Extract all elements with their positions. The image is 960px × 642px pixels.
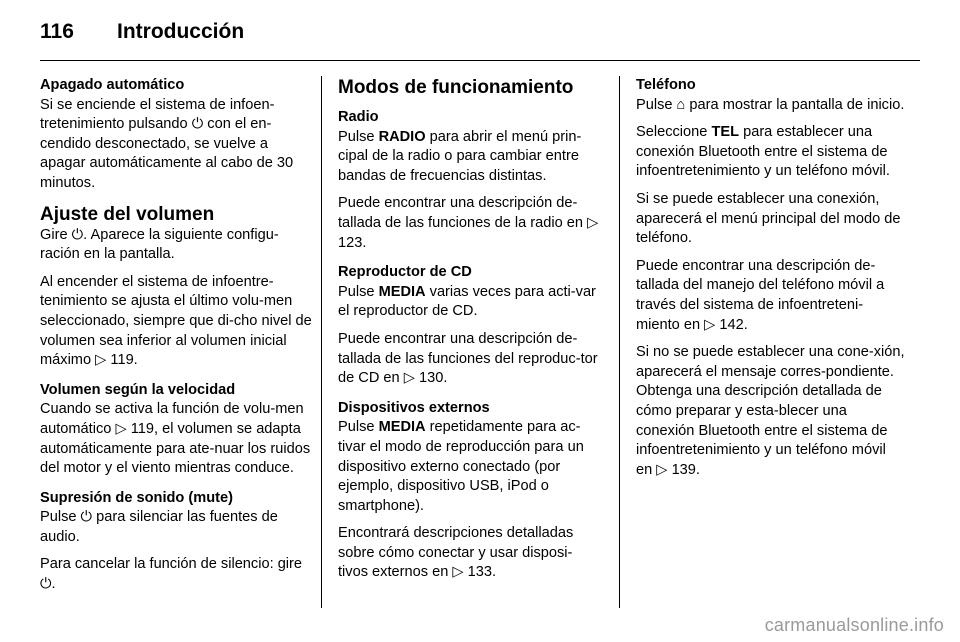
paragraph: Puede encontrar una descripción de-tallada de las funciones de la radio en ▷ 123. [338,195,599,251]
section-title: Volumen según la velocidad [40,381,236,398]
column-left [40,76,312,605]
section-title: Modos de funcionamiento [338,77,574,98]
text: para abrir el menú prin-cipal de la radio o para cambiar entre bandas de frecuencias distintas. [338,128,582,184]
page-number: 116 [40,20,74,43]
page-header [40,14,920,50]
section-title: Supresión de sonido (mute) [40,489,233,506]
paragraph [338,128,602,187]
paragraph: Si se enciende el sistema de infoen-tretenimiento pulsando ⏻ con el en-cendido desconectado, se vuelve a apagar automáticamente al cabo de 30 minutos. [40,96,294,191]
key-label: TEL [711,124,740,141]
key-label: MEDIA [378,283,426,300]
section-external [338,399,602,583]
paragraph: Encontrará descripciones detalladas sobre cómo conectar y usar disposi-tivos externos en ▷ 133. [338,525,574,581]
section-title: Apagado automático [40,77,185,93]
section-volume [40,204,312,371]
paragraph [636,123,906,182]
section-title: Ajuste del volumen [40,203,215,225]
paragraph: Gire ⏻. Aparece la siguiente configu-ración en la pantalla. [40,226,279,263]
text: Pulse [338,419,379,436]
paragraph: Cuando se activa la función de volu-men automático ▷ 119, el volumen se adapta automáticamente para ate-nuar los ruidos del motor y el viento mientras conduce. [40,401,311,477]
key-label: MEDIA [378,419,426,436]
subsection-title: Dispositivos externos [338,399,490,416]
subsection-title: Reproductor de CD [338,264,472,281]
text: Pulse [338,128,379,145]
column-middle [338,76,602,593]
column-divider-1 [321,76,322,608]
column-divider-2 [619,76,620,608]
section-title: Teléfono [636,77,696,93]
paragraph [338,418,602,516]
section-cd [338,263,602,389]
text: Pulse [338,283,379,300]
paragraph: Al encender el sistema de infoentre-tenimiento se ajusta el último volu-men seleccionado, siempre que di-cho nivel de volumen sea inferior al volumen inicial máximo ▷ 119. [40,273,312,369]
paragraph: Pulse ⌂ para mostrar la pantalla de inicio. [636,96,905,113]
section-speed-volume [40,381,312,479]
paragraph: Si se puede establecer una conexión, aparecerá el menú principal del modo de teléfono. [636,190,901,247]
paragraph: Puede encontrar una descripción de-tallada de las funciones del reproduc-tor de CD en ▷ 130. [338,330,598,387]
text: repetidamente para ac-tivar el modo de reproducción para un dispositivo externo conectado (por ejemplo, dispositivo USB, iPod o smartphone). [338,419,584,514]
text: Seleccione [636,124,712,141]
text: varias veces para acti-var el reproductor de CD. [338,283,596,320]
paragraph: Puede encontrar una descripción de-tallada del manejo del teléfono móvil a través del sistema de infoentreteni-miento en ▷ 142. [636,257,885,333]
section-auto-off [40,76,312,194]
paragraph: Si no se puede establecer una cone-xión, aparecerá el mensaje corres-pondiente. Obtenga una descripción detallada de cómo preparar y esta-blecer una conexión Bluetooth entre el sistema de infoentretenimiento y un teléfono móvil en ▷ 139. [636,344,905,478]
section-radio [338,108,602,253]
key-label: RADIO [378,128,426,145]
chapter-title: Introducción [117,20,245,43]
subsection-title: Radio [338,109,379,125]
paragraph [338,283,602,322]
section-mute [40,489,312,595]
watermark: carmanualsonline.info [764,615,944,635]
header-rule [40,60,920,61]
paragraph: Para cancelar la función de silencio: gire ⏻. [40,556,303,593]
paragraph: Pulse ⏻ para silenciar las fuentes de audio. [40,509,278,545]
column-right [636,76,906,488]
text: para establecer una conexión Bluetooth entre el sistema de infoentretenimiento y un teléfono móvil. [636,124,890,180]
